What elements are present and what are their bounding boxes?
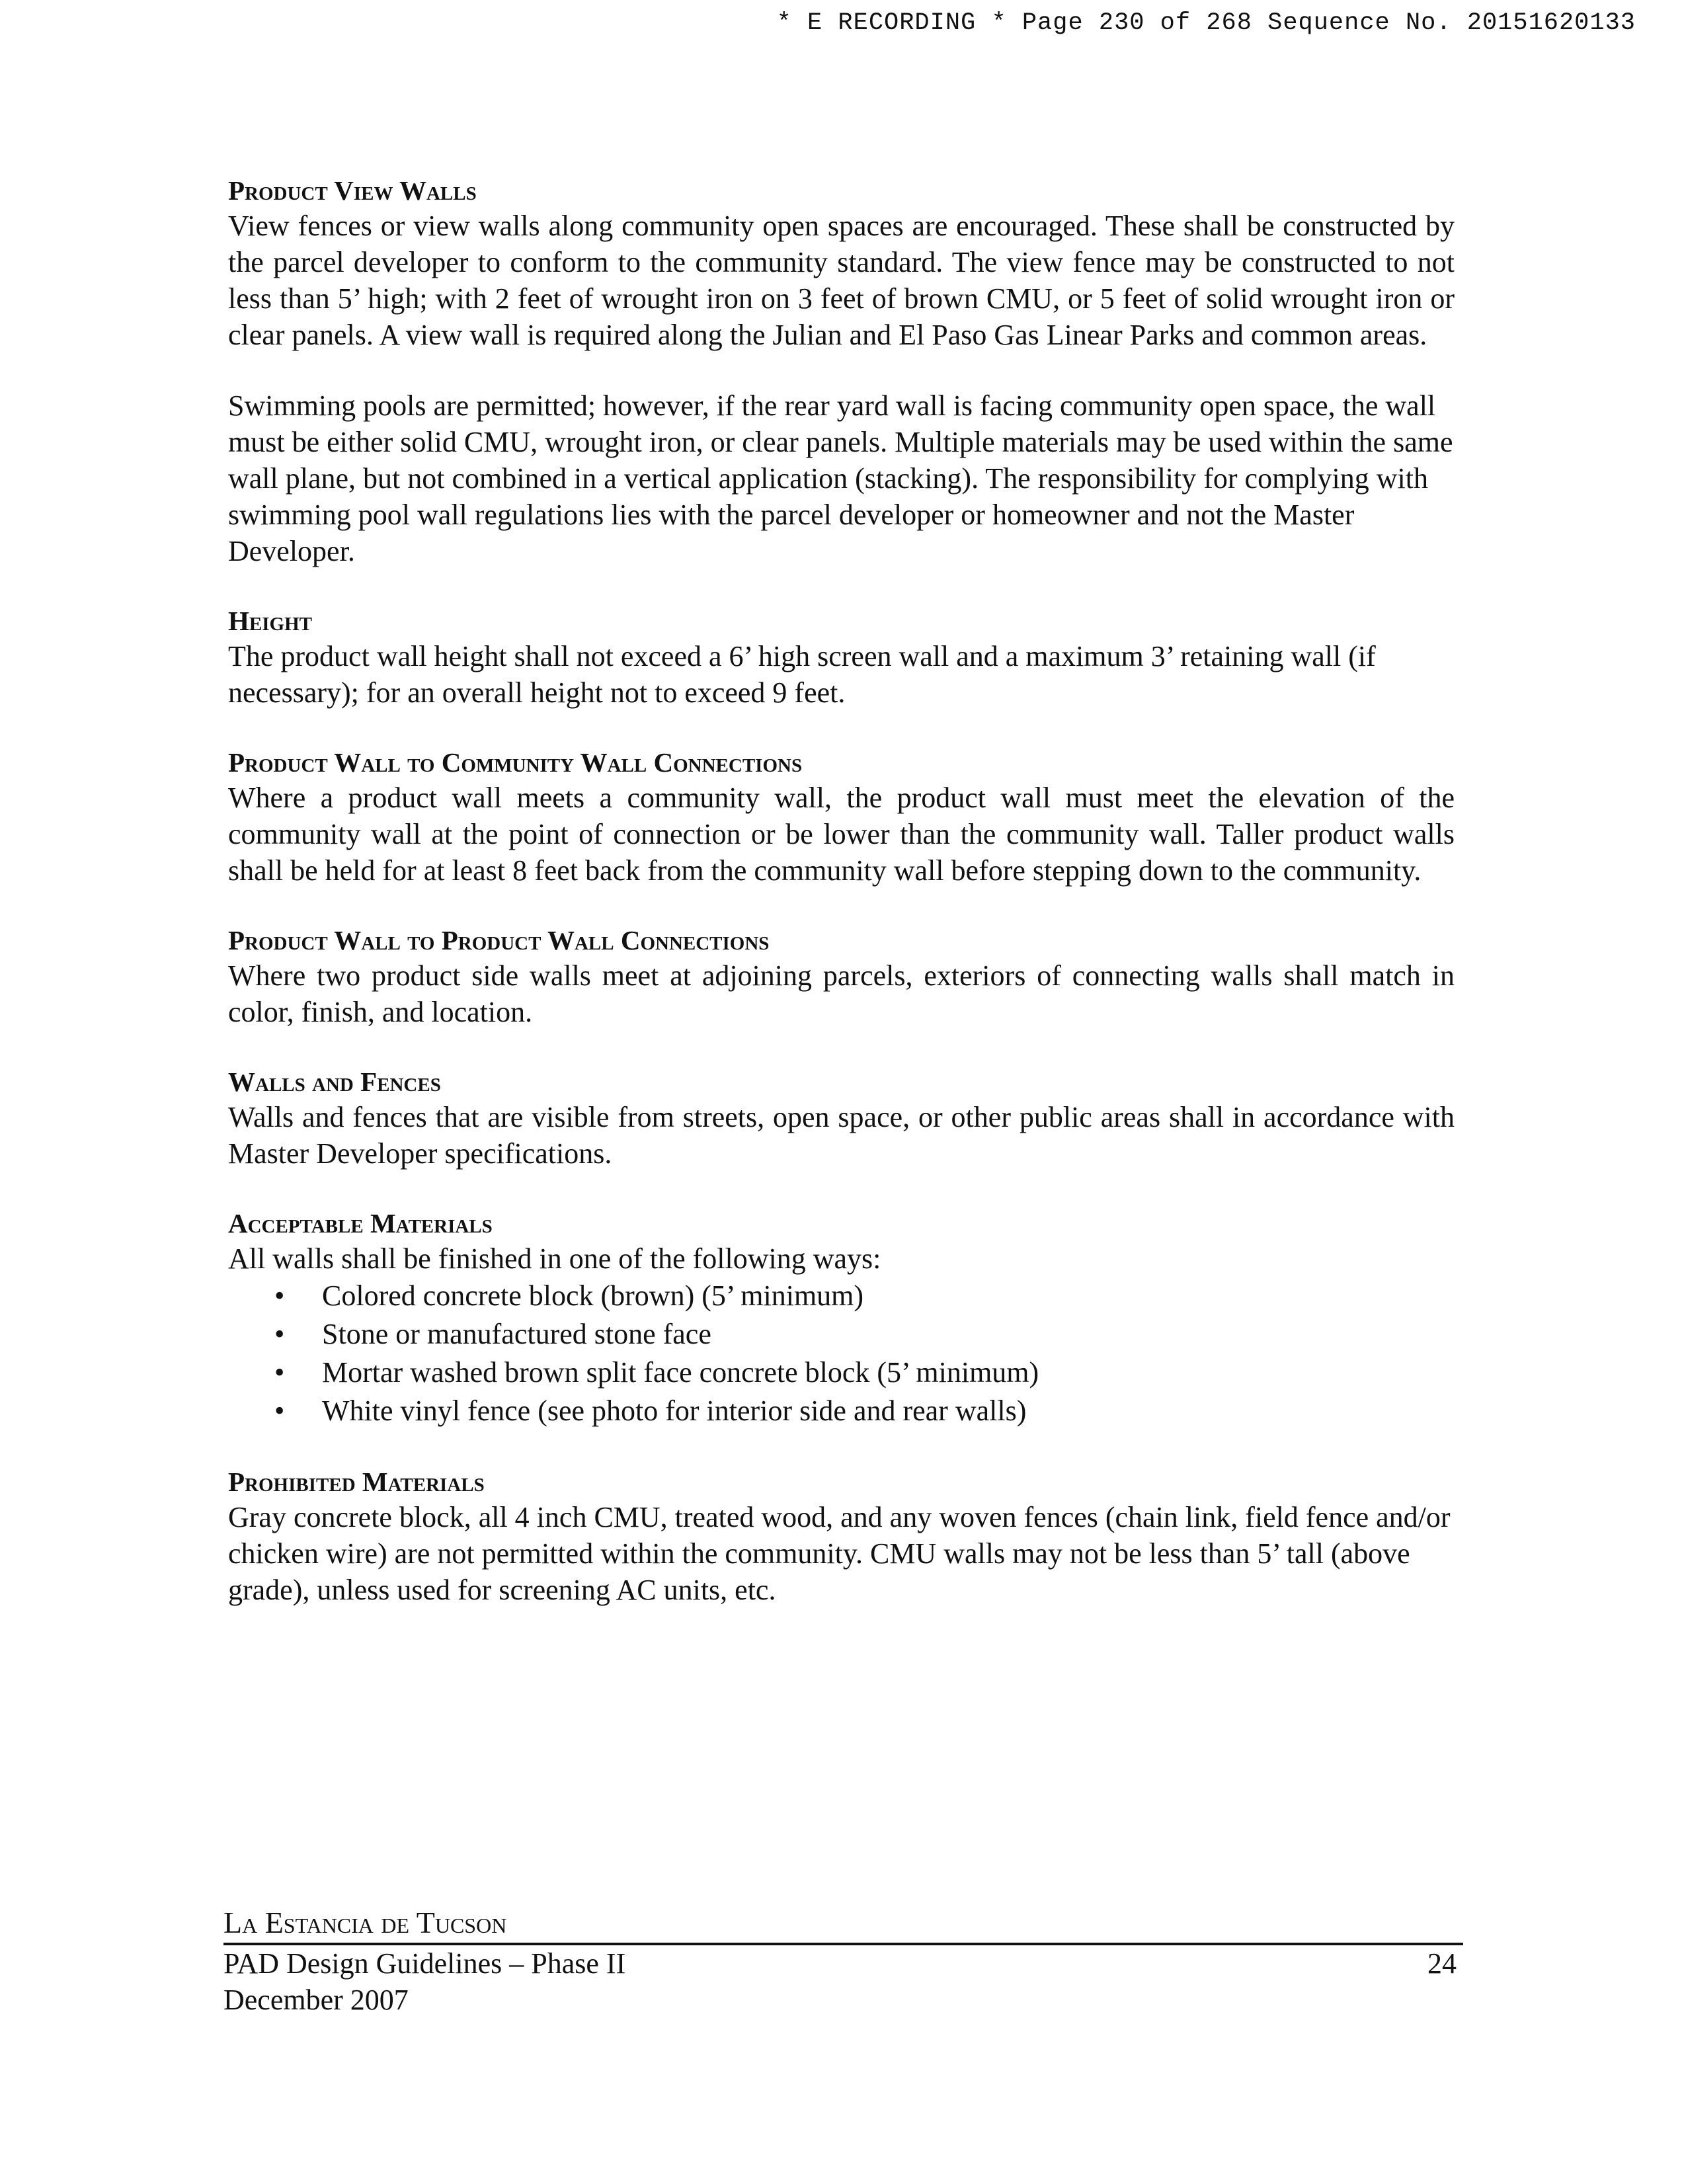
document-body: [228, 173, 1455, 1642]
bullet-icon: •: [274, 1318, 285, 1350]
section-heading: Product View Walls: [228, 175, 477, 206]
footer-date: December 2007: [223, 1984, 409, 2016]
paragraph: Where a product wall meets a community wall, the product wall must meet the elevation of the community wall at the point of connection or be lower than the community wall. Taller product walls shall be held for at least 8 feet back from the community wall before stepping down to the community.: [228, 782, 1455, 887]
section-heading: Prohibited Materials: [228, 1467, 485, 1497]
footer-subtitle: PAD Design Guidelines – Phase II: [223, 1947, 626, 1980]
section-height: [228, 604, 1455, 711]
list-item: • Colored concrete block (brown) (5’ minimum): [228, 1277, 1455, 1315]
footer-row: [223, 1945, 1463, 1982]
section-product-to-product-wall: [228, 923, 1455, 1030]
section-heading: Height: [228, 606, 312, 636]
paragraph: The product wall height shall not exceed a 6’ high screen wall and a maximum 3’ retaining wall (if necessary); for an overall height not to exceed 9 feet.: [228, 640, 1376, 709]
list-item: • Stone or manufactured stone face: [228, 1315, 1455, 1354]
bullet-icon: •: [274, 1279, 285, 1312]
materials-list: [228, 1277, 1455, 1430]
section-walls-and-fences: [228, 1065, 1455, 1172]
list-item: • White vinyl fence (see photo for interior side and rear walls): [228, 1392, 1455, 1430]
paragraph: View fences or view walls along community open spaces are encouraged. These shall be constructed by the parcel developer to conform to the community standard. The view fence may be constructed to not less than 5’ high; with 2 feet of wrought iron on 3 feet of brown CMU, or 5 feet of solid wrought iron or clear panels. A view wall is required along the Julian and El Paso Gas Linear Parks and common areas.: [228, 210, 1455, 351]
paragraph: Gray concrete block, all 4 inch CMU, treated wood, and any woven fences (chain link, field fence and/or chicken wire) are not permitted within the community. CMU walls may not be less than 5’ tall (above grade), unless used for screening AC units, etc.: [228, 1501, 1451, 1606]
paragraph: Where two product side walls meet at adjoining parcels, exteriors of connecting walls shall match in color, finish, and location.: [228, 959, 1455, 1028]
section-product-view-walls: [228, 173, 1455, 569]
bullet-icon: •: [274, 1356, 285, 1389]
recording-stamp: * E RECORDING * Page 230 of 268 Sequence No. 20151620133: [776, 9, 1636, 37]
footer-row: [223, 1982, 1463, 2018]
list-item: • Mortar washed brown split face concrete block (5’ minimum): [228, 1354, 1455, 1392]
section-heading: Product Wall to Product Wall Connections: [228, 925, 770, 955]
section-acceptable-materials: [228, 1206, 1455, 1430]
page-number: 24: [1427, 1947, 1457, 1980]
paragraph: All walls shall be finished in one of the following ways:: [228, 1242, 881, 1275]
section-heading: Walls and Fences: [228, 1067, 441, 1097]
section-product-to-community-wall: [228, 745, 1455, 889]
paragraph: Swimming pools are permitted; however, if the rear yard wall is facing community open space, the wall must be either solid CMU, wrought iron, or clear panels. Multiple materials may be used within the same wall plane, but not combined in a vertical application (stacking). The responsibility for complying with swimming pool wall regulations lies with the parcel developer or homeowner and not the Master Developer.: [228, 389, 1453, 567]
section-prohibited-materials: [228, 1465, 1455, 1608]
bullet-icon: •: [274, 1395, 285, 1427]
paragraph: Walls and fences that are visible from streets, open space, or other public areas shall in accordance with Master Developer specifications.: [228, 1101, 1455, 1170]
footer-title: La Estancia de Tucson: [223, 1906, 507, 1939]
section-heading: Acceptable Materials: [228, 1208, 493, 1238]
page-footer: [223, 1904, 1463, 2018]
section-heading: Product Wall to Community Wall Connections: [228, 747, 803, 778]
